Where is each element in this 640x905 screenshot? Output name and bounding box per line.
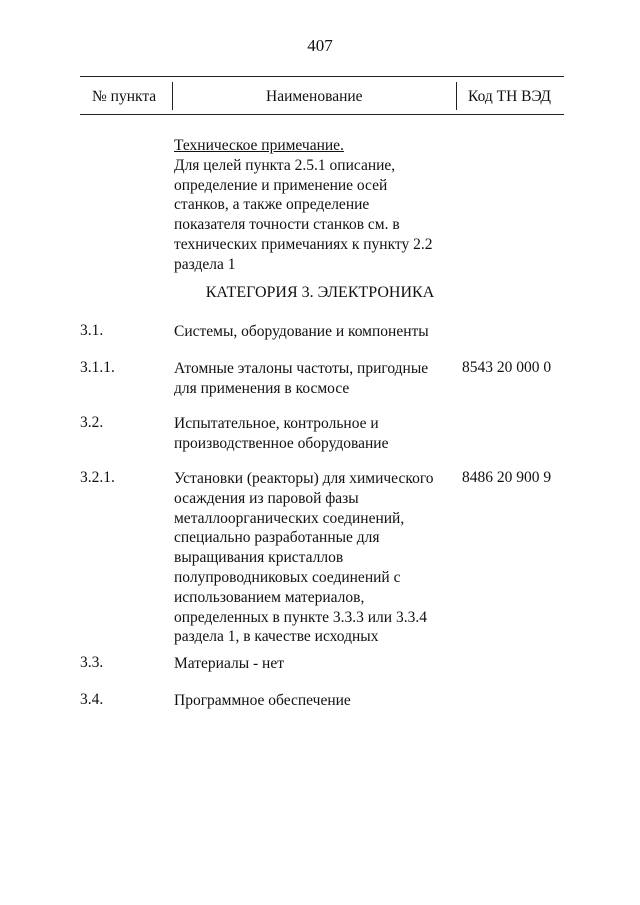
item-name-line: Установки (реакторы) для химического <box>174 470 434 487</box>
item-name-line: для применения в космосе <box>174 379 350 397</box>
header-bottom-rule <box>80 114 564 115</box>
technical-note-line: показателя точности станков см. в <box>174 216 400 234</box>
column-header-number: № пункта <box>92 88 157 105</box>
item-name <box>174 469 464 647</box>
column-divider <box>456 82 457 110</box>
item-number: 3.1. <box>80 322 104 339</box>
item-name-line: специально разработанные для <box>174 529 380 547</box>
column-header-code: Код ТН ВЭД <box>468 88 552 105</box>
item-name-line: Испытательное, контрольное и <box>174 415 379 432</box>
column-header-name: Наименование <box>266 88 363 105</box>
header-top-rule <box>80 76 564 77</box>
technical-note-line: Для целей пункта 2.5.1 описание, <box>174 156 396 174</box>
item-name <box>174 359 464 399</box>
item-code: 8543 20 000 0 <box>462 359 552 376</box>
item-name-line: раздела 1, в качестве исходных <box>174 628 379 646</box>
item-name <box>174 414 464 454</box>
item-number: 3.2.1. <box>80 469 115 486</box>
column-divider <box>172 82 173 110</box>
item-name <box>174 654 464 674</box>
page-number: 407 <box>307 36 333 55</box>
item-name-line: использованием материалов, <box>174 588 365 606</box>
item-name-line: осаждения из паровой фазы <box>174 489 359 507</box>
technical-note-line: раздела 1 <box>174 255 236 273</box>
item-name <box>174 322 464 342</box>
item-name-line: металлоорганических соединений, <box>174 509 405 527</box>
item-name-line: производственное оборудование <box>174 434 389 452</box>
item-name-line: выращивания кристаллов <box>174 549 344 567</box>
item-number: 3.1.1. <box>80 359 115 376</box>
item-code: 8486 20 900 9 <box>462 469 552 486</box>
item-number: 3.3. <box>80 654 104 671</box>
technical-note-title: Техническое примечание. <box>174 137 344 154</box>
item-name-line: Программное обеспечение <box>174 692 351 709</box>
category-title: КАТЕГОРИЯ 3. ЭЛЕКТРОНИКА <box>205 284 435 301</box>
item-name-line: Атомные эталоны частоты, пригодные <box>174 360 429 377</box>
technical-note <box>174 136 432 275</box>
technical-note-line: станков, а также определение <box>174 196 370 214</box>
technical-note-line: определение и применение осей <box>174 176 388 194</box>
item-name-line: Системы, оборудование и компоненты <box>174 323 429 340</box>
technical-note-line: технических примечаниях к пункту 2.2 <box>174 235 433 253</box>
item-name <box>174 691 464 711</box>
item-name-line: полупроводниковых соединений с <box>174 568 401 586</box>
item-number: 3.2. <box>80 414 104 431</box>
item-name-line: Материалы - нет <box>174 655 284 672</box>
item-name-line: определенных в пункте 3.3.3 или 3.3.4 <box>174 608 427 626</box>
item-number: 3.4. <box>80 691 104 708</box>
